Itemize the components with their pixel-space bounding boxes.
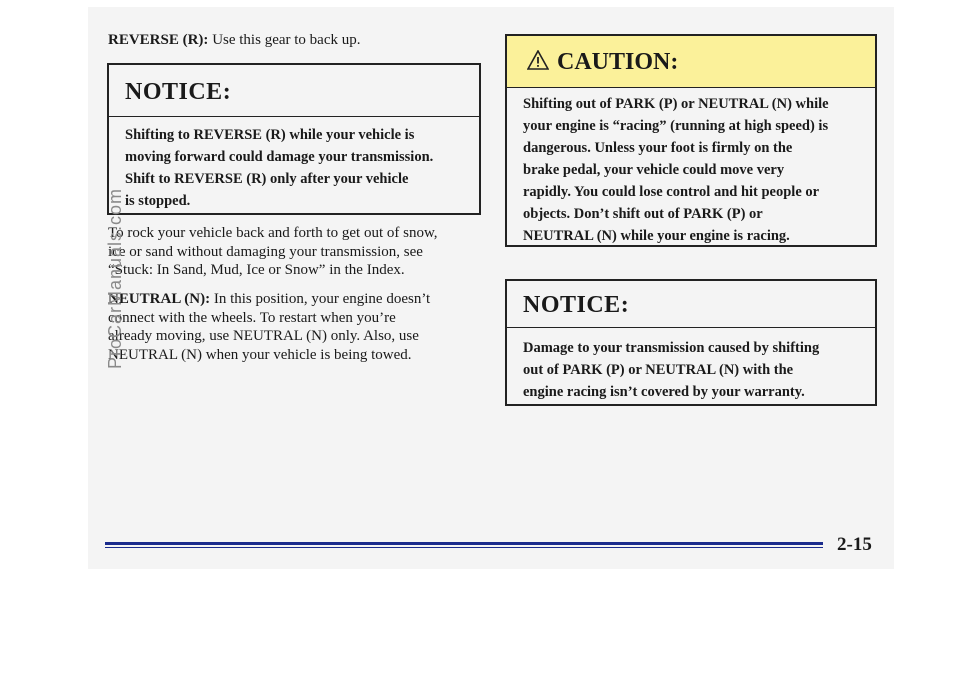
notice-body — [507, 328, 875, 403]
reverse-text: Use this gear to back up. — [208, 32, 361, 48]
caution-body — [507, 88, 875, 247]
page-number: 2-15 — [837, 534, 872, 555]
paragraph-line: “Stuck: In Sand, Mud, Ice or Snow” in the Index. — [108, 262, 405, 278]
caution-line: dangerous. Unless your foot is firmly on the — [523, 140, 793, 156]
notice-line: Damage to your transmission caused by shifting — [523, 340, 820, 356]
caution-line: Shifting out of PARK (P) or NEUTRAL (N) while — [523, 96, 829, 112]
caution-line: NEUTRAL (N) while your engine is racing. — [523, 228, 790, 244]
notice-line: out of PARK (P) or NEUTRAL (N) with the — [523, 362, 794, 378]
notice-line: moving forward could damage your transmission. — [125, 149, 434, 165]
notice-line: Shifting to REVERSE (R) while your vehicle is — [125, 127, 415, 143]
rock-vehicle-paragraph — [108, 224, 488, 280]
paragraph-line: To rock your vehicle back and forth to get out of snow, — [108, 225, 438, 241]
footer-rule-thick — [105, 542, 823, 545]
footer-rule-thin — [105, 547, 823, 548]
notice-title: NOTICE: — [507, 281, 875, 328]
warning-triangle-icon — [527, 50, 549, 70]
notice-box-reverse — [107, 63, 481, 215]
caution-box — [505, 34, 877, 247]
watermark: ProCarManuals.com — [105, 187, 125, 369]
neutral-label: NEUTRAL (N): — [108, 291, 211, 307]
paragraph-line: NEUTRAL (N) when your vehicle is being towed. — [108, 346, 412, 363]
notice-line: is stopped. — [125, 193, 191, 209]
reverse-paragraph — [108, 31, 360, 49]
caution-title: CAUTION: — [557, 49, 679, 75]
paragraph-line: In this position, your engine doesn’t — [210, 291, 431, 307]
caution-header — [507, 36, 875, 88]
notice-box-warranty — [505, 279, 877, 406]
caution-line: objects. Don’t shift out of PARK (P) or — [523, 206, 763, 222]
caution-line: brake pedal, your vehicle could move very — [523, 162, 785, 178]
notice-line: engine racing isn’t covered by your warranty. — [523, 384, 805, 400]
reverse-label: REVERSE (R): — [108, 32, 209, 48]
neutral-paragraph — [108, 290, 488, 364]
paragraph-line: ice or sand without damaging your transmission, see — [108, 243, 423, 260]
notice-line: Shift to REVERSE (R) only after your vehicle — [125, 171, 409, 187]
notice-title: NOTICE: — [109, 65, 479, 117]
paragraph-line: connect with the wheels. To restart when you’re — [108, 309, 396, 326]
notice-body — [109, 117, 479, 212]
caution-line: rapidly. You could lose control and hit people or — [523, 184, 820, 200]
paragraph-line: already moving, use NEUTRAL (N) only. Also, use — [108, 328, 419, 344]
caution-line: your engine is “racing” (running at high speed) is — [523, 118, 829, 134]
